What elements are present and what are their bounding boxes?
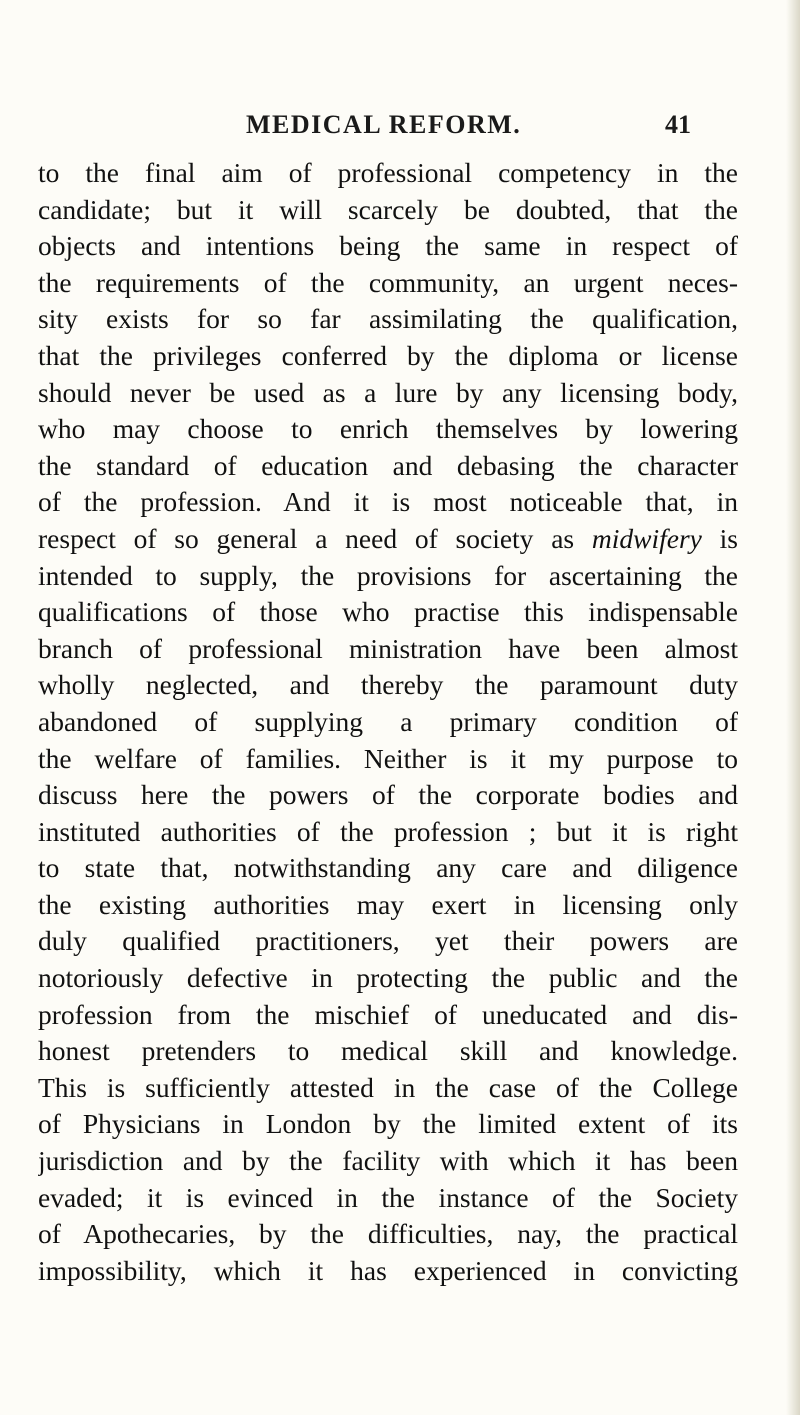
text-segment: is: [701, 522, 738, 554]
text-line: branch of professional ministration have been almost: [38, 632, 738, 664]
text-line-with-italic: [38, 521, 738, 558]
text-line: the existing authorities may exert in licensing only: [38, 888, 738, 920]
text-line: discuss here the powers of the corporate bodies and: [38, 779, 738, 811]
text-line: intended to supply, the provisions for ascertaining the: [38, 559, 738, 591]
text-line: of the profession. And it is most noticeable that, in: [38, 486, 738, 518]
text-line: to state that, notwithstanding any care and diligence: [38, 852, 738, 884]
text-line: the standard of education and debasing the character: [38, 449, 738, 481]
text-line: the welfare of families. Neither is it my purpose to: [38, 742, 738, 774]
text-line: abandoned of supplying a primary condition of: [38, 705, 738, 737]
page-edge-shadow: [786, 0, 800, 1415]
running-head: [0, 110, 800, 150]
text-line: jurisdiction and by the facility with which it has been: [38, 1145, 738, 1177]
text-line: This is sufficiently attested in the case of the College: [38, 1071, 738, 1103]
text-line: of Physicians in London by the limited extent of its: [38, 1108, 738, 1140]
text-line: notoriously defective in protecting the public and the: [38, 962, 738, 994]
text-line: that the privileges conferred by the diploma or license: [38, 339, 738, 371]
text-line: sity exists for so far assimilating the qualification,: [38, 303, 738, 335]
text-line: should never be used as a lure by any licensing body,: [38, 376, 738, 408]
italic-word: midwifery: [591, 522, 702, 554]
text-line: who may choose to enrich themselves by lowering: [38, 413, 738, 445]
text-line: of Apothecaries, by the difficulties, nay, the practical: [38, 1218, 738, 1250]
text-line: wholly neglected, and thereby the paramount duty: [38, 669, 738, 701]
body-text: [38, 155, 738, 1289]
text-line: evaded; it is evinced in the instance of the Society: [38, 1181, 738, 1213]
text-line: candidate; but it will scarcely be doubted, that the: [38, 193, 738, 225]
text-line: qualifications of those who practise this indispensable: [38, 596, 738, 628]
text-line: profession from the mischief of uneducated and dis-: [38, 998, 738, 1030]
text-line: impossibility, which it has experienced in convicting: [38, 1254, 738, 1286]
text-line: duly qualified practitioners, yet their powers are: [38, 925, 738, 957]
text-line: honest pretenders to medical skill and knowledge.: [38, 1035, 738, 1067]
text-line: to the final aim of professional competency in the: [38, 157, 738, 188]
page-number: 41: [665, 110, 691, 139]
text-line: the requirements of the community, an urgent neces-: [38, 266, 738, 298]
text-line: instituted authorities of the profession ; but it is right: [38, 815, 738, 847]
text-line: objects and intentions being the same in respect of: [38, 230, 738, 262]
text-segment: respect of so general a need of society as: [38, 522, 592, 554]
header-title: MEDICAL REFORM.: [246, 110, 522, 139]
